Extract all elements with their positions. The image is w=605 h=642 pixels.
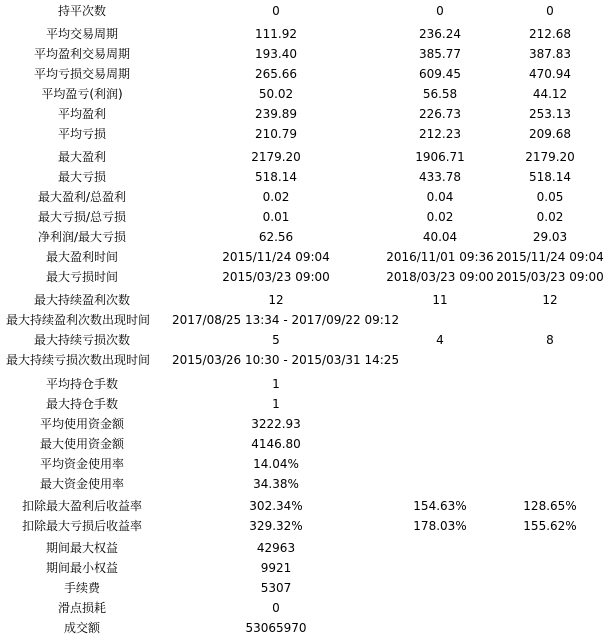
table-row [0, 64, 605, 84]
value-cell-v1: 2015/03/26 10:30 - 2015/03/31 14:25 [172, 353, 400, 367]
value-cell-v3: 2179.20 [525, 150, 575, 164]
table-row [0, 84, 605, 104]
value-cell-v1: 2179.20 [251, 150, 301, 164]
value-cell-v3: 212.68 [529, 27, 571, 41]
value-cell-v1: 3222.93 [251, 417, 301, 431]
table-row [0, 104, 605, 124]
value-cell-v2: 0 [436, 4, 444, 18]
row-label: 手续费 [63, 581, 100, 595]
row-label: 最大亏损/总亏损 [37, 210, 127, 224]
value-cell-v3: 12 [542, 293, 558, 307]
row-label: 最大亏损时间 [45, 270, 118, 284]
value-cell-v2: 2016/11/01 09:36 [386, 250, 494, 264]
value-cell-v3: 2015/03/23 09:00 [496, 270, 604, 284]
row-label: 最大盈利 [57, 150, 106, 164]
table-row [0, 330, 605, 350]
value-cell-v2: 236.24 [419, 27, 461, 41]
row-label: 最大持仓手数 [45, 397, 118, 411]
row-label: 最大盈利时间 [45, 250, 118, 264]
value-cell-v1: 302.34% [249, 499, 303, 513]
value-cell-v1: 50.02 [258, 87, 294, 101]
table-row [0, 538, 605, 558]
row-label: 最大资金使用率 [39, 477, 124, 491]
value-cell-v2: 0.02 [426, 210, 454, 224]
table-row [0, 167, 605, 187]
value-cell-v1: 329.32% [249, 519, 303, 533]
value-cell-v3: 29.03 [532, 230, 568, 244]
row-label: 成交额 [63, 621, 100, 635]
table-row [0, 474, 605, 494]
value-cell-v1: 210.79 [255, 127, 297, 141]
row-label: 最大持续亏损次数 [33, 333, 130, 347]
row-label: 平均资金使用率 [39, 457, 124, 471]
value-cell-v3: 44.12 [532, 87, 568, 101]
value-cell-v2: 609.45 [419, 67, 461, 81]
value-cell-v3: 0.05 [536, 190, 564, 204]
row-label: 期间最大权益 [45, 541, 118, 555]
value-cell-v1: 0 [272, 4, 280, 18]
value-cell-v2: 1906.71 [415, 150, 465, 164]
table-row [0, 290, 605, 310]
value-cell-v1: 1 [272, 397, 280, 411]
table-row [0, 44, 605, 64]
value-cell-v1: 34.38% [253, 477, 299, 491]
value-cell-v1: 2017/08/25 13:34 - 2017/09/22 09:12 [172, 313, 400, 327]
table-row [0, 578, 605, 598]
row-label: 最大持续亏损次数出现时间 [6, 353, 151, 367]
row-label: 最大盈利/总盈利 [37, 190, 127, 204]
value-cell-v1: 2015/11/24 09:04 [222, 250, 330, 264]
row-label: 扣除最大盈利后收益率 [21, 499, 142, 513]
row-label: 期间最小权益 [45, 561, 118, 575]
row-label: 最大亏损 [57, 170, 106, 184]
value-cell-v1: 53065970 [245, 621, 307, 635]
table-row [0, 598, 605, 618]
value-cell-v1: 1 [272, 377, 280, 391]
row-label: 最大持续盈利次数出现时间 [6, 313, 151, 327]
value-cell-v3: 0.02 [536, 210, 564, 224]
value-cell-v1: 5307 [260, 581, 292, 595]
table-row [0, 618, 605, 638]
table-row [0, 247, 605, 267]
row-label: 平均亏损交易周期 [33, 67, 130, 81]
value-cell-v3: 253.13 [529, 107, 571, 121]
value-cell-v1: 2015/03/23 09:00 [222, 270, 330, 284]
value-cell-v1: 4146.80 [251, 437, 301, 451]
row-label: 平均使用资金额 [39, 417, 124, 431]
table-row [0, 434, 605, 454]
row-label: 平均盈利 [57, 107, 106, 121]
value-cell-v2: 4 [436, 333, 444, 347]
value-cell-v2: 0.04 [426, 190, 454, 204]
table-row [0, 267, 605, 287]
value-cell-v3: 155.62% [523, 519, 577, 533]
value-cell-v3: 387.83 [529, 47, 571, 61]
table-row [0, 1, 605, 21]
row-label: 平均交易周期 [45, 27, 118, 41]
value-cell-v2: 154.63% [413, 499, 467, 513]
value-cell-v3: 518.14 [529, 170, 571, 184]
value-cell-v2: 40.04 [422, 230, 458, 244]
table-row [0, 207, 605, 227]
row-label: 滑点损耗 [57, 601, 106, 615]
value-cell-v1: 14.04% [253, 457, 299, 471]
table-row [0, 558, 605, 578]
row-label: 平均盈利交易周期 [33, 47, 130, 61]
table-row [0, 394, 605, 414]
value-cell-v1: 239.89 [255, 107, 297, 121]
value-cell-v1: 9921 [260, 561, 292, 575]
value-cell-v2: 11 [432, 293, 448, 307]
value-cell-v1: 12 [268, 293, 284, 307]
table-row [0, 124, 605, 144]
value-cell-v1: 0.01 [262, 210, 290, 224]
value-cell-v3: 209.68 [529, 127, 571, 141]
table-row [0, 414, 605, 434]
table-row [0, 227, 605, 247]
value-cell-v2: 226.73 [419, 107, 461, 121]
value-cell-v1: 42963 [256, 541, 296, 555]
value-cell-v1: 0.02 [262, 190, 290, 204]
value-cell-v1: 5 [272, 333, 280, 347]
value-cell-v2: 433.78 [419, 170, 461, 184]
row-label: 平均亏损 [57, 127, 106, 141]
row-label: 最大持续盈利次数 [33, 293, 130, 307]
value-cell-v2: 56.58 [422, 87, 458, 101]
row-label: 最大使用资金额 [39, 437, 124, 451]
value-cell-v2: 212.23 [419, 127, 461, 141]
table-row [0, 374, 605, 394]
value-cell-v1: 0 [272, 601, 280, 615]
table-row [0, 350, 605, 370]
table-row [0, 24, 605, 44]
value-cell-v1: 111.92 [255, 27, 297, 41]
table-row [0, 187, 605, 207]
table-row [0, 310, 605, 330]
value-cell-v2: 178.03% [413, 519, 467, 533]
row-label: 扣除最大亏损后收益率 [21, 519, 142, 533]
value-cell-v1: 265.66 [255, 67, 297, 81]
row-label: 净利润/最大亏损 [37, 230, 127, 244]
table-row [0, 516, 605, 536]
value-cell-v3: 128.65% [523, 499, 577, 513]
value-cell-v3: 8 [546, 333, 554, 347]
value-cell-v2: 385.77 [419, 47, 461, 61]
value-cell-v3: 0 [546, 4, 554, 18]
value-cell-v1: 193.40 [255, 47, 297, 61]
value-cell-v1: 62.56 [258, 230, 294, 244]
value-cell-v3: 470.94 [529, 67, 571, 81]
value-cell-v3: 2015/11/24 09:04 [496, 250, 604, 264]
table-row [0, 454, 605, 474]
row-label: 平均盈亏(利润) [41, 87, 123, 101]
table-row [0, 147, 605, 167]
table-row [0, 496, 605, 516]
value-cell-v2: 2018/03/23 09:00 [386, 270, 494, 284]
value-cell-v1: 518.14 [255, 170, 297, 184]
row-label: 持平次数 [57, 4, 106, 18]
row-label: 平均持仓手数 [45, 377, 118, 391]
